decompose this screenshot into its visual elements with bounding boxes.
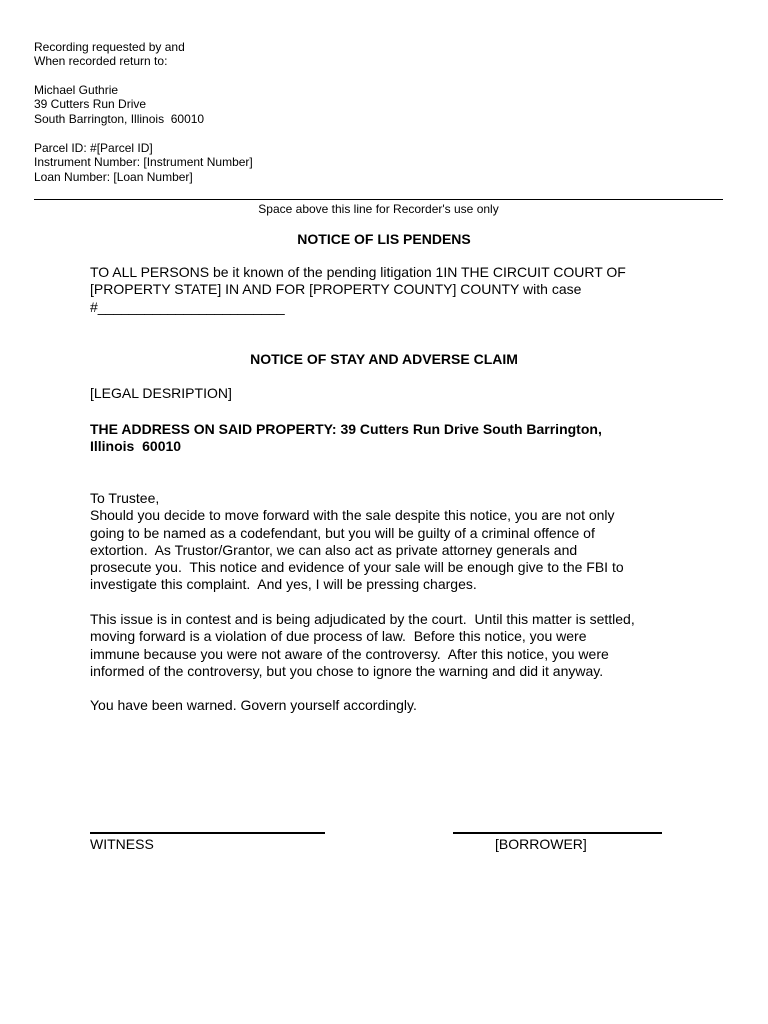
contest-paragraph (90, 611, 690, 680)
property-address (90, 421, 690, 456)
return-city: South Barrington, Illinois 60010 (34, 111, 205, 126)
borrower-label: [BORROWER] (495, 836, 587, 852)
recorder-divider (34, 199, 723, 200)
contest-line: informed of the controversy, but you chose to ignore the warning and did it anyway. (90, 662, 604, 679)
loan-number: Loan Number: [Loan Number] (34, 169, 193, 184)
legal-description: [LEGAL DESRIPTION] (90, 385, 232, 401)
identifier-block (34, 141, 253, 184)
contest-line: moving forward is a violation of due process of law. Before this notice, you were (90, 628, 587, 645)
recorder-note: Space above this line for Recorder's use only (258, 202, 499, 216)
letter-line: Should you decide to move forward with the sale despite this notice, you are not only (90, 507, 615, 524)
return-street: 39 Cutters Run Drive (34, 97, 147, 112)
trustee-letter (90, 490, 690, 594)
borrower-signature-line (453, 832, 662, 834)
letter-line: investigate this complaint. And yes, I will be pressing charges. (90, 576, 477, 593)
address-line: THE ADDRESS ON SAID PROPERTY: 39 Cutters Run Drive South Barrington, (90, 421, 602, 437)
litigation-paragraph (90, 264, 690, 316)
witness-signature-line (90, 832, 325, 834)
contest-line: immune because you were not aware of the controversy. After this notice, you were (90, 645, 609, 662)
contest-line: This issue is in contest and is being adjudicated by the court. Until this matter is settled, (90, 611, 635, 627)
return-name: Michael Guthrie (34, 83, 119, 97)
recording-line: Recording requested by and (34, 40, 185, 54)
stay-title: NOTICE OF STAY AND ADVERSE CLAIM (250, 351, 518, 367)
letter-line: To Trustee, (90, 490, 160, 506)
notice-title: NOTICE OF LIS PENDENS (297, 231, 471, 247)
litigation-line: TO ALL PERSONS be it known of the pending litigation 1IN THE CIRCUIT COURT OF (90, 264, 626, 280)
address-line: Illinois 60010 (90, 438, 182, 455)
return-address-block (34, 83, 204, 126)
parcel-id: Parcel ID: #[Parcel ID] (34, 141, 153, 155)
recording-line: When recorded return to: (34, 54, 168, 69)
warning-text: You have been warned. Govern yourself accordingly. (90, 697, 417, 713)
instrument-number: Instrument Number: [Instrument Number] (34, 155, 253, 170)
witness-label: WITNESS (90, 836, 154, 852)
letter-line: going to be named as a codefendant, but you will be guilty of a criminal offence of (90, 524, 595, 541)
letter-line: extortion. As Trustor/Grantor, we can also act as private attorney generals and (90, 541, 578, 558)
litigation-line: [PROPERTY STATE] IN AND FOR [PROPERTY COUNTY] COUNTY with case (90, 281, 582, 298)
recording-request-block (34, 40, 185, 69)
letter-line: prosecute you. This notice and evidence of your sale will be enough give to the FBI to (90, 559, 624, 576)
litigation-line: #________________________ (90, 298, 285, 315)
